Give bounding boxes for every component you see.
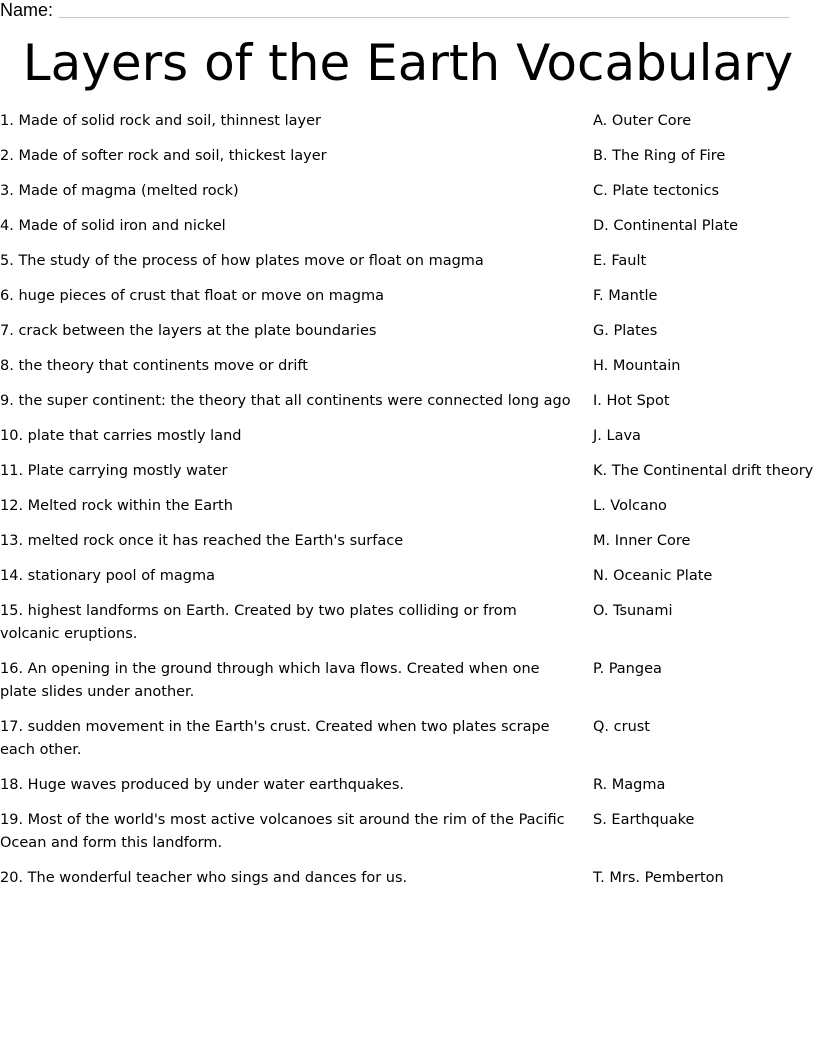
answer-option: T. Mrs. Pemberton [593,870,724,886]
clue-text: 16. An opening in the ground through which lava flows. Created when one plate slides under another. [0,661,540,700]
matching-row [0,145,816,168]
clue-text: 3. Made of magma (melted rock) [0,183,239,199]
matching-row [0,774,816,797]
matching-row [0,215,816,238]
matching-row [0,425,816,448]
matching-row [0,250,816,273]
answer-option: D. Continental Plate [593,218,739,234]
matching-row [0,600,816,646]
answer-option: S. Earthquake [593,812,695,828]
matching-row [0,565,816,588]
answer-option: F. Mantle [593,288,658,304]
clue-text: 10. plate that carries mostly land [0,428,242,444]
clue-text: 12. Melted rock within the Earth [0,498,233,514]
matching-row [0,658,816,704]
matching-row [0,180,816,203]
clue-text: 18. Huge waves produced by under water earthquakes. [0,777,405,793]
matching-row [0,716,816,762]
clue-text: 2. Made of softer rock and soil, thickest layer [0,148,327,164]
answer-option: G. Plates [593,323,658,339]
matching-row [0,110,816,133]
clue-text: 1. Made of solid rock and soil, thinnest layer [0,113,321,129]
clue-text: 20. The wonderful teacher who sings and dances for us. [0,870,408,886]
clue-text: 14. stationary pool of magma [0,568,216,584]
clue-text: 8. the theory that continents move or drift [0,358,308,374]
answer-option: R. Magma [593,777,666,793]
clue-text: 5. The study of the process of how plates move or float on magma [0,253,484,269]
answer-option: Q. crust [593,719,650,735]
matching-row [0,867,816,890]
matching-row [0,285,816,308]
matching-row [0,495,816,518]
answer-option: P. Pangea [593,661,662,677]
clue-text: 17. sudden movement in the Earth's crust. Created when two plates scrape each other. [0,719,550,758]
answer-option: I. Hot Spot [593,393,670,409]
answer-option: B. The Ring of Fire [593,148,726,164]
clue-text: 9. the super continent: the theory that all continents were connected long ago [0,393,571,409]
clue-text: 13. melted rock once it has reached the Earth's surface [0,533,404,549]
matching-row [0,390,816,413]
clue-text: 19. Most of the world's most active volcanoes sit around the rim of the Pacific Ocean and form this landform. [0,812,565,851]
matching-row [0,809,816,855]
matching-row [0,530,816,553]
clue-text: 15. highest landforms on Earth. Created by two plates colliding or from volcanic eruptions. [0,603,517,642]
answer-option: N. Oceanic Plate [593,568,713,584]
answer-option: C. Plate tectonics [593,183,720,199]
name-row [0,0,790,20]
matching-row [0,355,816,378]
clue-text: 11. Plate carrying mostly water [0,463,228,479]
matching-list [0,110,816,902]
answer-option: M. Inner Core [593,533,691,549]
clue-text: 4. Made of solid iron and nickel [0,218,226,234]
answer-option: A. Outer Core [593,113,692,129]
matching-row [0,460,816,483]
answer-option: H. Mountain [593,358,681,374]
answer-option: J. Lava [593,428,641,444]
answer-option: O. Tsunami [593,603,673,619]
name-blank-line[interactable] [58,17,790,18]
clue-text: 6. huge pieces of crust that float or move on magma [0,288,385,304]
name-label: Name: [0,0,54,20]
matching-row [0,320,816,343]
answer-option: L. Volcano [593,498,667,514]
page-title: Layers of the Earth Vocabulary [22,34,794,92]
answer-option: K. The Continental drift theory [593,463,814,479]
answer-option: E. Fault [593,253,647,269]
clue-text: 7. crack between the layers at the plate boundaries [0,323,377,339]
